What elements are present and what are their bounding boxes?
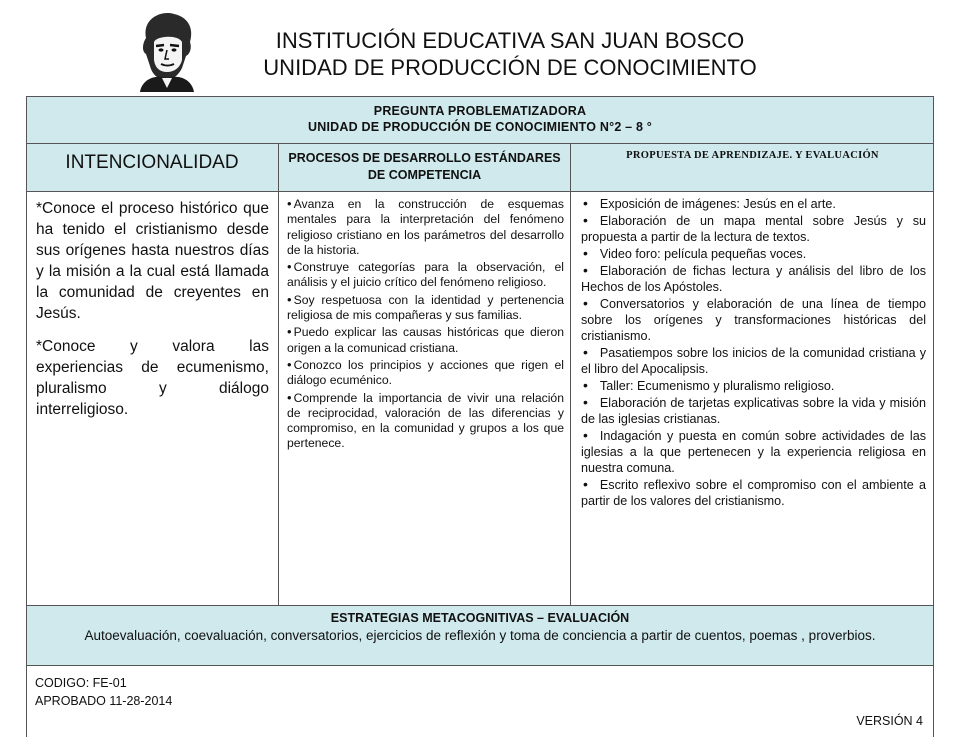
school-logo-portrait — [132, 8, 202, 92]
document-version: VERSIÓN 4 — [856, 714, 923, 728]
bullet-icon: • — [583, 344, 588, 360]
unit-number-label: UNIDAD DE PRODUCCIÓN DE CONOCIMIENTO N°2 – 8 ° — [307, 120, 652, 134]
propuesta-list-item: • Video foro: película pequeñas voces. — [583, 245, 807, 261]
propuesta-list-item: • Taller: Ecumenismo y pluralismo religioso. — [583, 377, 835, 393]
bullet-icon: • — [583, 476, 588, 492]
planning-table — [26, 96, 934, 737]
document-footer — [27, 666, 933, 726]
bullet-icon: • — [583, 262, 588, 278]
procesos-list-item: • Conozco los principios y acciones que rigen el diálogo ecuménico. — [287, 356, 564, 388]
bullet-icon: • — [583, 245, 588, 261]
bullet-icon: • — [583, 212, 588, 228]
propuesta-list-item: • Escrito reflexivo sobre el compromiso con el ambiente a partir de los valores del cristianismo. — [581, 476, 926, 508]
col-header-procesos — [278, 144, 570, 191]
title-band — [27, 97, 933, 144]
document-code: CODIGO: FE-01 — [35, 676, 127, 690]
propuesta-list-item: • Elaboración de fichas lectura y análisis del libro de los Hechos de los Apóstoles. — [581, 262, 926, 294]
propuesta-list-item: • Indagación y puesta en común sobre actividades de las iglesias a la que pertenecen y la experiencia religiosa en nuestra comuna. — [581, 427, 926, 475]
column-headers — [27, 144, 933, 192]
problem-question-label: PREGUNTA PROBLEMATIZADORA — [373, 104, 587, 118]
intencionalidad-paragraph: *Conoce el proceso histórico que ha tenido el cristianismo desde sus orígenes hasta nuestros días y la misión a la cual está llamada la comunidad de creyentes en Jesús. — [36, 200, 269, 322]
procesos-list-item: • Soy respetuosa con la identidad y pertenencia religiosa de mis compañeras y sus familias. — [287, 291, 564, 323]
estrategias-title: ESTRATEGIAS METACOGNITIVAS – EVALUACIÓN — [330, 611, 630, 625]
procesos-list-item: • Comprende la importancia de vivir una relación de reciprocidad, valoración de las diferencias y compromiso, en la comunidad y grupos a los que pertenece. — [287, 389, 564, 451]
propuesta-list-item: • Elaboración de tarjetas explicativas sobre la vida y misión de las iglesias cristianas. — [581, 394, 926, 426]
bullet-icon: • — [287, 291, 292, 307]
procesos-list-item: • Avanza en la construcción de esquemas mentales para la interpretación del fenómeno religioso cristiano en los parámetros del desarrollo de la historia. — [287, 196, 564, 257]
propuesta-list-item: • Elaboración de un mapa mental sobre Jesús y su propuesta a partir de la lectura de textos. — [581, 212, 926, 244]
intencionalidad-paragraph: *Conoce y valora las experiencias de ecumenismo, pluralismo y diálogo interreligioso. — [36, 338, 269, 418]
col-header-propuesta — [570, 144, 934, 191]
procesos-cell — [278, 192, 570, 605]
bullet-icon: • — [583, 377, 588, 393]
procesos-list-item: • Puedo explicar las causas históricas que dieron origen a la comunicad cristiana. — [287, 324, 564, 355]
propuesta-cell — [570, 192, 934, 605]
unit-name: UNIDAD DE PRODUCCIÓN DE CONOCIMIENTO — [263, 55, 757, 80]
propuesta-list-item: • Conversatorios y elaboración de una línea de tiempo sobre los orígenes y transformaciones históricas del cristianismo. — [581, 295, 926, 343]
propuesta-list-item: • Exposición de imágenes: Jesús en el arte. — [583, 195, 836, 211]
bullet-icon: • — [287, 259, 292, 275]
bullet-icon: • — [583, 295, 588, 311]
institution-name: INSTITUCIÓN EDUCATIVA SAN JUAN BOSCO — [275, 28, 745, 53]
table-body-row — [27, 192, 933, 606]
approval-date: APROBADO 11-28-2014 — [35, 694, 173, 708]
intencionalidad-cell — [27, 192, 277, 605]
bullet-icon: • — [287, 356, 292, 372]
bullet-icon: • — [287, 324, 292, 340]
procesos-list-item: • Construye categorías para la observación, el análisis y el juicio crítico del fenómeno religioso. — [287, 259, 564, 290]
bullet-icon: • — [583, 195, 588, 211]
col-header-propuesta-label: PROPUESTA DE APRENDIZAJE. Y EVALUACIÓN — [626, 150, 879, 161]
estrategias-band — [27, 606, 933, 666]
col-header-intencionalidad-label: INTENCIONALIDAD — [65, 152, 239, 173]
col-header-procesos-label: PROCESOS DE DESARROLLO ESTÁNDARES DE COMPETENCIA — [288, 151, 561, 182]
bullet-icon: • — [287, 389, 292, 405]
col-header-intencionalidad — [27, 144, 277, 191]
bullet-icon: • — [583, 394, 588, 410]
estrategias-text: Autoevaluación, coevaluación, conversatorios, ejercicios de reflexión y toma de conciencia a partir de cuentos, poemas , proverbios. — [84, 628, 876, 643]
propuesta-list-item: • Pasatiempos sobre los inicios de la comunidad cristiana y el libro del Apocalipsis. — [581, 344, 926, 376]
bullet-icon: • — [287, 196, 292, 211]
bullet-icon: • — [583, 427, 588, 443]
